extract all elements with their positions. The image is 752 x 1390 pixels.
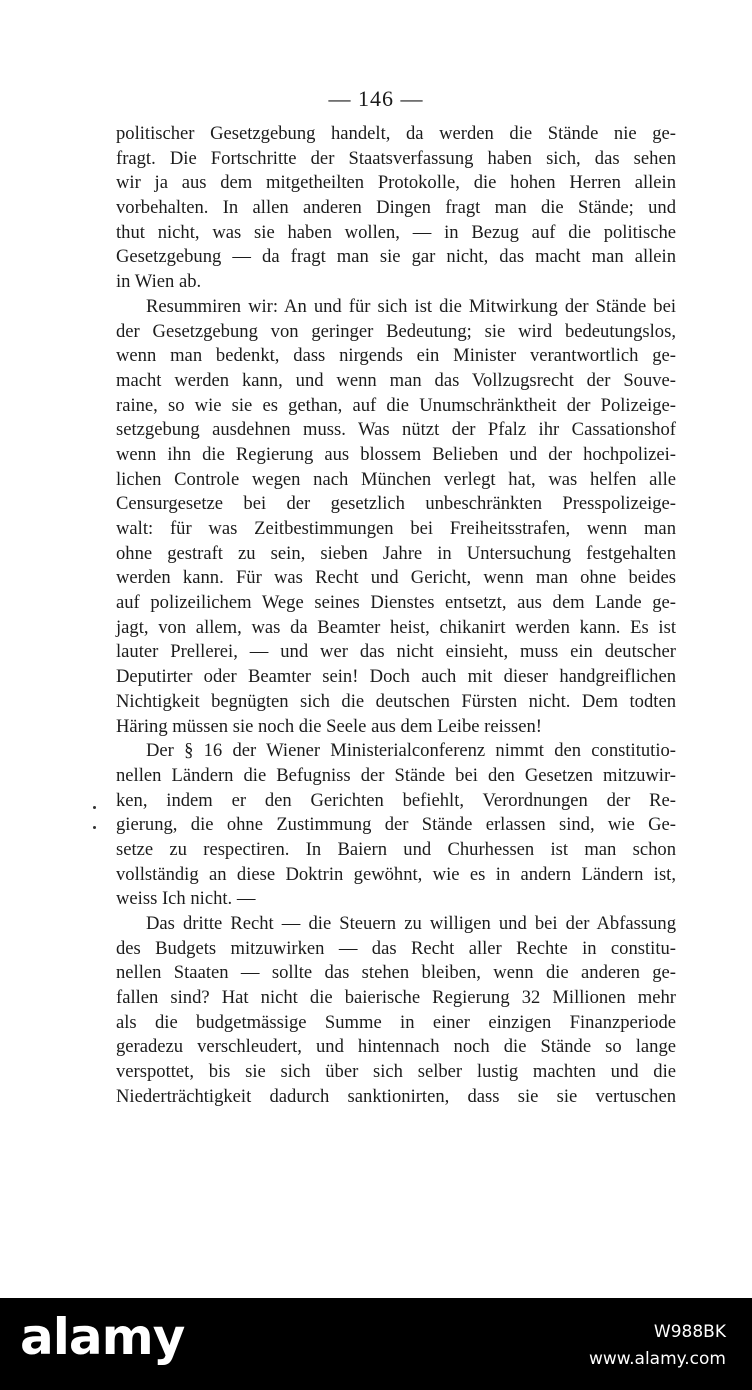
text-line: des Budgets mitzuwirken — das Recht aller Rechte in constitu-: [116, 937, 676, 959]
text-line: macht werden kann, und wenn man das Vollzugsrecht der Souve-: [116, 369, 676, 391]
text-line: vorbehalten. In allen anderen Dingen fragt man die Stände; und: [116, 197, 676, 219]
text-line: jagt, von allem, was da Beamter heist, chikanirt werden kann. Es ist: [116, 616, 676, 638]
text-line: setze zu respectiren. In Baiern und Churhessen ist man schon: [116, 838, 676, 860]
text-line: Resummiren wir: An und für sich ist die Mitwirkung der Stände bei: [146, 295, 676, 317]
text-line: Gesetzgebung — da fragt man sie gar nicht, das macht man allein: [116, 246, 676, 268]
paragraph: [116, 739, 676, 912]
text-line: ken, indem er den Gerichten befiehlt, Verordnungen der Re-: [116, 789, 676, 811]
text-line: ohne gestraft zu sein, sieben Jahre in Untersuchung festgehalten: [116, 542, 676, 564]
text-line: werden kann. Für was Recht und Gericht, wenn man ohne beides: [116, 567, 676, 589]
text-line: gierung, die ohne Zustimmung der Stände erlassen sind, wie Ge-: [116, 814, 676, 836]
text-line: Der § 16 der Wiener Ministerialconferenz nimmt den constitutio-: [146, 740, 676, 762]
text-line: politischer Gesetzgebung handelt, da werden die Stände nie ge-: [116, 123, 676, 144]
margin-dot: [93, 826, 96, 829]
text-line: geradezu verschleudert, und hintennach noch die Stände so lange: [116, 1036, 676, 1058]
text-line: Censurgesetze bei der gesetzlich unbeschränkten Presspolizeige-: [116, 493, 676, 515]
text-line: setzgebung ausdehnen muss. Was nützt der Pfalz ihr Cassationshof: [116, 419, 676, 441]
paragraph: [116, 912, 676, 1110]
text-line: fragt. Die Fortschritte der Staatsverfassung haben sich, das sehen: [116, 147, 676, 169]
site-url: www.alamy.com: [588, 1349, 726, 1369]
text-line: Das dritte Recht — die Steuern zu willigen und bei der Abfassung: [146, 913, 676, 934]
text-line: fallen sind? Hat nicht die baierische Regierung 32 Millionen mehr: [116, 987, 676, 1009]
image-code: W988BK: [653, 1322, 726, 1342]
page-body-text: [116, 122, 676, 1110]
text-line: Häring müssen sie noch die Seele aus dem Leibe reissen!: [116, 715, 542, 737]
text-line: wenn ihn die Regierung aus blossem Belieben und der hochpolizei-: [116, 443, 676, 465]
text-line: lichen Controle wegen nach München verlegt hat, was helfen alle: [116, 468, 676, 490]
brand-logo: alamy: [20, 1308, 185, 1366]
text-line: nellen Ländern die Befugniss der Stände bei den Gesetzen mitzuwir-: [116, 764, 676, 786]
text-line: verspottet, bis sie sich über sich selber lustig machten und die: [116, 1061, 676, 1083]
text-line: walt: für was Zeitbestimmungen bei Freiheitsstrafen, wenn man: [116, 518, 676, 539]
text-line: nellen Staaten — sollte das stehen bleiben, wenn die anderen ge-: [116, 962, 676, 984]
text-line: Deputirter oder Beamter sein! Doch auch mit dieser handgreiflichen: [116, 666, 676, 688]
text-line: auf polizeilichem Wege seines Dienstes entsetzt, aus dem Lande ge-: [116, 592, 676, 614]
text-line: als die budgetmässige Summe in einer einzigen Finanzperiode: [116, 1011, 676, 1033]
text-line: Niederträchtigkeit dadurch sanktionirten, dass sie sie vertuschen: [116, 1085, 676, 1107]
text-line: weiss Ich nicht. —: [116, 888, 256, 910]
text-line: raine, so wie sie es gethan, auf die Unumschränktheit der Polizeige-: [116, 394, 676, 416]
text-line: thut nicht, was sie haben wollen, — in Bezug auf die politische: [116, 221, 676, 243]
paragraph: [116, 295, 676, 739]
page-number: — 146 —: [328, 86, 424, 111]
text-line: wenn man bedenkt, dass nirgends ein Minister verantwortlich ge-: [116, 345, 676, 367]
text-line: lauter Prellerei, — und wer das nicht einsieht, muss ein deutscher: [116, 641, 676, 663]
text-line: wir ja aus dem mitgetheilten Protokolle, die hohen Herren allein: [116, 172, 676, 194]
text-line: in Wien ab.: [116, 271, 202, 293]
stock-watermark-banner: [0, 1298, 752, 1390]
text-line: der Gesetzgebung von geringer Bedeutung; sie wird bedeutungslos,: [116, 320, 676, 342]
margin-dot: [93, 806, 96, 809]
text-line: Nichtigkeit begnügten sich die deutschen Fürsten nicht. Dem todten: [116, 690, 676, 712]
text-line: vollständig an diese Doktrin gewöhnt, wie es in andern Ländern ist,: [116, 863, 676, 885]
paragraph: [116, 122, 676, 295]
